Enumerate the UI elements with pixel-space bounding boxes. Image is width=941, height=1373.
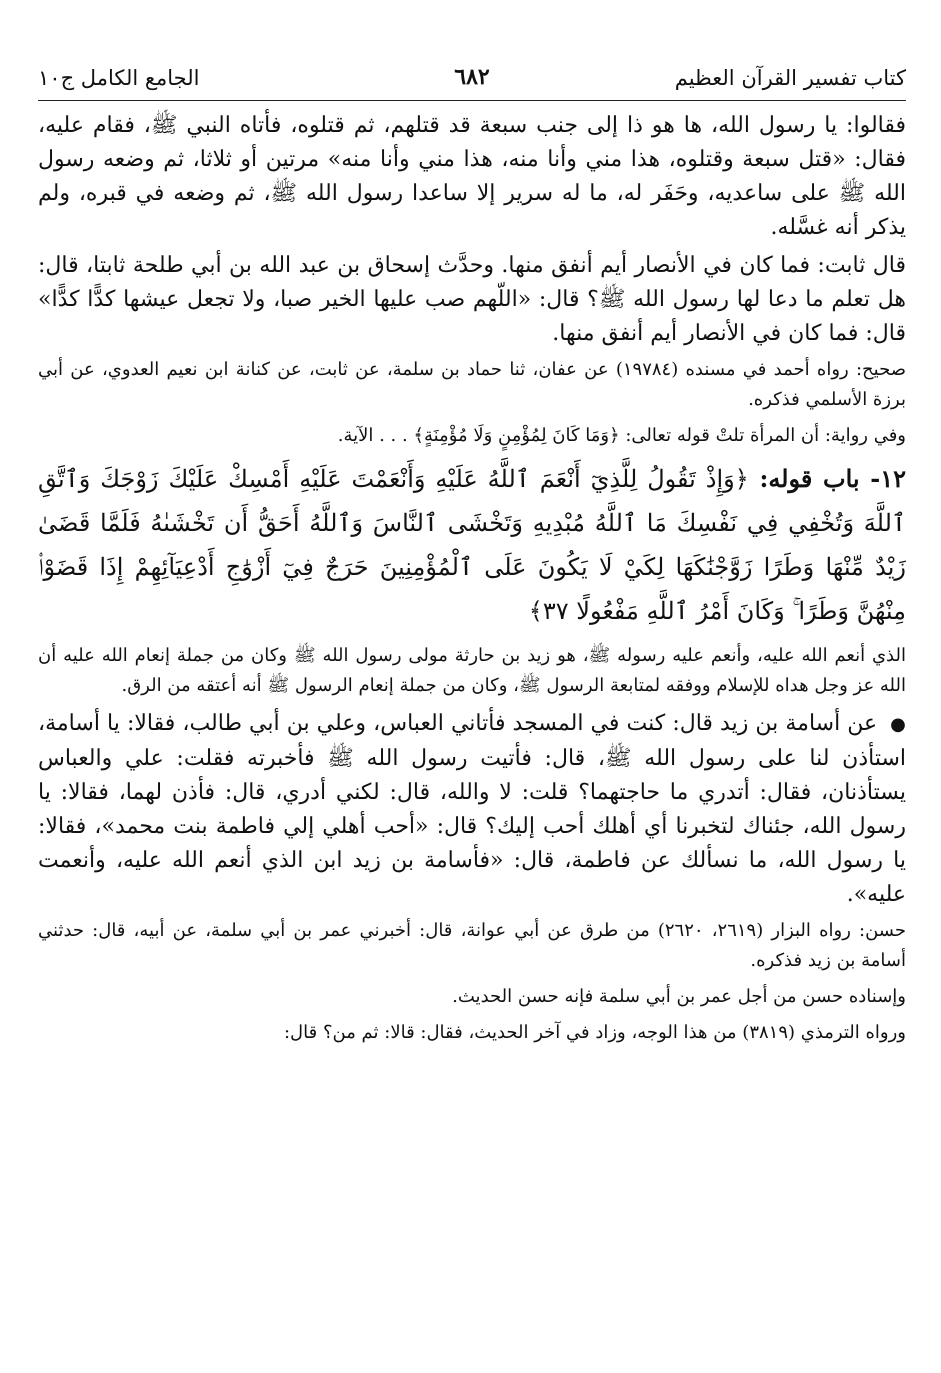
narration-note: وفي رواية: أن المرأة تلتْ قوله تعالى: ﴿وَمَا كَانَ لِمُؤْمِنٍ وَلَا مُؤْمِنَةٍ﴾ . . . الآية.	[337, 425, 906, 446]
quran-verse: ﴿وَإِذْ تَقُولُ لِلَّذِيٓ أَنْعَمَ ٱللَّهُ عَلَيْهِ وَأَنْعَمْتَ عَلَيْهِ أَمْسِكْ عَلَيْكَ زَوْجَكَ وَٱتَّقِ ٱللَّهَ وَتُخْفِي فِي نَفْسِكَ مَا ٱللَّهُ مُبْدِيهِ وَتَخْشَى ٱلنَّاسَ وَٱللَّهُ أَحَقُّ أَن تَخْشَىٰهُ فَلَمَّا قَضَىٰ زَيْدٌ مِّنْهَا وَطَرًا زَوَّجْنَٰكَهَا لِكَيْ لَا يَكُونَ عَلَى ٱلْمُؤْمِنِينَ حَرَجٌ فِيٓ أَزْوَٰجِ أَدْعِيَآئِهِمْ إِذَا قَضَوْا۟ مِنْهُنَّ وَطَرًا ۚ وَكَانَ أَمْرُ ٱللَّهِ مَفْعُولًا ٣٧﴾	[38, 465, 906, 625]
takhrij-note-3: ورواه الترمذي (٣٨١٩) من هذا الوجه، وزاد في آخر الحديث، فقال: قالا: ثم من؟ قال:	[283, 1022, 906, 1043]
takhrij-note-1: صحيح: رواه أحمد في مسنده (١٩٧٨٤) عن عفان، ثنا حماد بن سلمة، عن ثابت، عن كنانة ابن نعيم العدوي، عن أبي برزة الأسلمي فذكره.	[38, 359, 906, 410]
hadith-paragraph-2: قال ثابت: فما كان في الأنصار أيم أنفق منها. وحدَّث إسحاق بن عبد الله بن أبي طلحة ثابتا، قال: هل تعلم ما دعا لها رسول الله ﷺ؟ قال: «اللّهم صب عليها الخير صبا، ولا تجعل عيشها كدًّا كدًّا» قال: فما كان في الأنصار أيم أنفق منها.	[38, 253, 906, 346]
chapter-title: ١٢- باب قوله:	[759, 464, 907, 493]
commentary-paragraph: الذي أنعم الله عليه، وأنعم عليه رسوله ﷺ، هو زيد بن حارثة مولى رسول الله ﷺ وكان من جملة إنعام الله عليه أن الله عز وجل هداه للإسلام ووفقه لمتابعة الرسول ﷺ، وكان من جملة إنعام الرسول ﷺ أنه أعتقه من الرق.	[38, 645, 906, 696]
volume-header: الجامع الكامل ج١٠	[38, 66, 200, 90]
chapter-heading	[38, 457, 906, 633]
hadith-paragraph-3-text: عن أسامة بن زيد قال: كنت في المسجد فأتاني العباس، وعلي بن أبي طالب، فقالا: يا أسامة، استأذن لنا على رسول الله ﷺ، قال: فأتيت رسول الله ﷺ فأخبرته فقلت: علي والعباس يستأذنان، فقال: أتدري ما حاجتهما؟ قلت: لا والله، قال: لكني أدري، قال: فأذن لهما، فقالا: يا رسول الله، جئناك لتخبرنا أي أهلك أحب إليك؟ قال: «أحب أهلي إلي فاطمة بنت محمد»، فقالا: يا رسول الله، ما نسألك عن فاطمة، قال: «فأسامة بن زيد ابن الذي أنعم الله عليه، وأنعمت عليه».	[38, 711, 906, 907]
page-number: ٦٨٢	[454, 64, 490, 90]
bullet-icon: ●	[890, 714, 906, 735]
page-body	[38, 109, 906, 1048]
hadith-paragraph-1: فقالوا: يا رسول الله، ها هو ذا إلى جنب سبعة قد قتلهم، ثم قتلوه، فأتاه النبي ﷺ، فقام عليه، فقال: «قتل سبعة وقتلوه، هذا مني وأنا منه، هذا مني وأنا منه» مرتين أو ثلاثا، ثم وضعه رسول الله ﷺ على ساعديه، وحَفَر له، ما له سرير إلا ساعدا رسول الله ﷺ، ثم وضعه في قبره، ولم يذكر أنه غسَّله.	[38, 113, 906, 240]
book-title-header: كتاب تفسير القرآن العظيم	[674, 66, 906, 90]
book-page	[38, 58, 906, 1054]
takhrij-note-2: حسن: رواه البزار (٢٦١٩، ٢٦٢٠) من طرق عن أبي عوانة، قال: أخبرني عمر بن أبي سلمة، عن أبيه، قال: حدثني أسامة بن زيد فذكره.	[38, 920, 906, 971]
isnad-note: وإسناده حسن من أجل عمر بن أبي سلمة فإنه حسن الحديث.	[452, 986, 906, 1007]
hadith-paragraph-3	[38, 707, 906, 912]
running-header	[38, 58, 906, 101]
